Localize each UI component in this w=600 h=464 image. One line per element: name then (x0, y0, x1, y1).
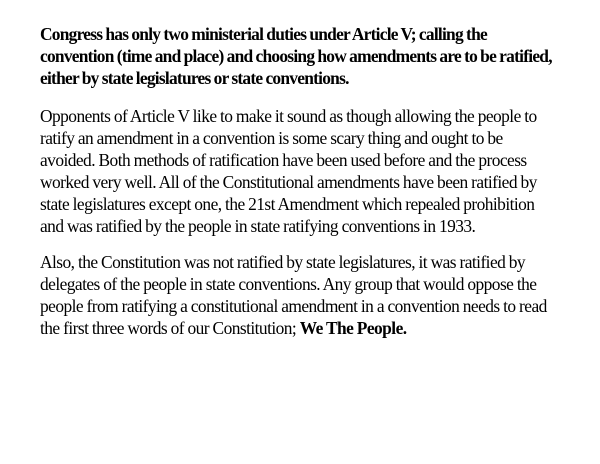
paragraph-line (40, 317, 575, 339)
paragraph-line: delegates of the people in state conventions. Any group that would oppose the (40, 274, 537, 294)
paragraph-line: Opponents of Article V like to make it sound as though allowing the people to (40, 106, 537, 126)
paragraph-line: state legislatures except one, the 21st Amendment which repealed prohibition (40, 194, 535, 214)
paragraph-constitution-ratification (40, 251, 575, 339)
paragraph-line: and was ratified by the people in state ratifying conventions in 1933. (40, 216, 476, 236)
heading-line: convention (time and place) and choosing how amendments are to be ratified, (40, 46, 552, 66)
emphasis-we-the-people: We The People. (299, 318, 407, 338)
paragraph-text: the first three words of our Constitution; (40, 318, 300, 338)
paragraph-line: worked very well. All of the Constitutional amendments have been ratified by (40, 172, 537, 192)
heading-line: either by state legislatures or state conventions. (40, 68, 349, 88)
paragraph-line: people from ratifying a constitutional amendment in a convention needs to read (40, 296, 547, 316)
heading-line: Congress has only two ministerial duties under Article V; calling the (40, 24, 487, 44)
paragraph-line: ratify an amendment in a convention is some scary thing and ought to be (40, 128, 503, 148)
paragraph-line: avoided. Both methods of ratification have been used before and the process (40, 150, 527, 170)
paragraph-line: Also, the Constitution was not ratified by state legislatures, it was ratified by (40, 252, 526, 272)
paragraph-ratification-methods (40, 105, 575, 237)
heading (40, 23, 585, 89)
